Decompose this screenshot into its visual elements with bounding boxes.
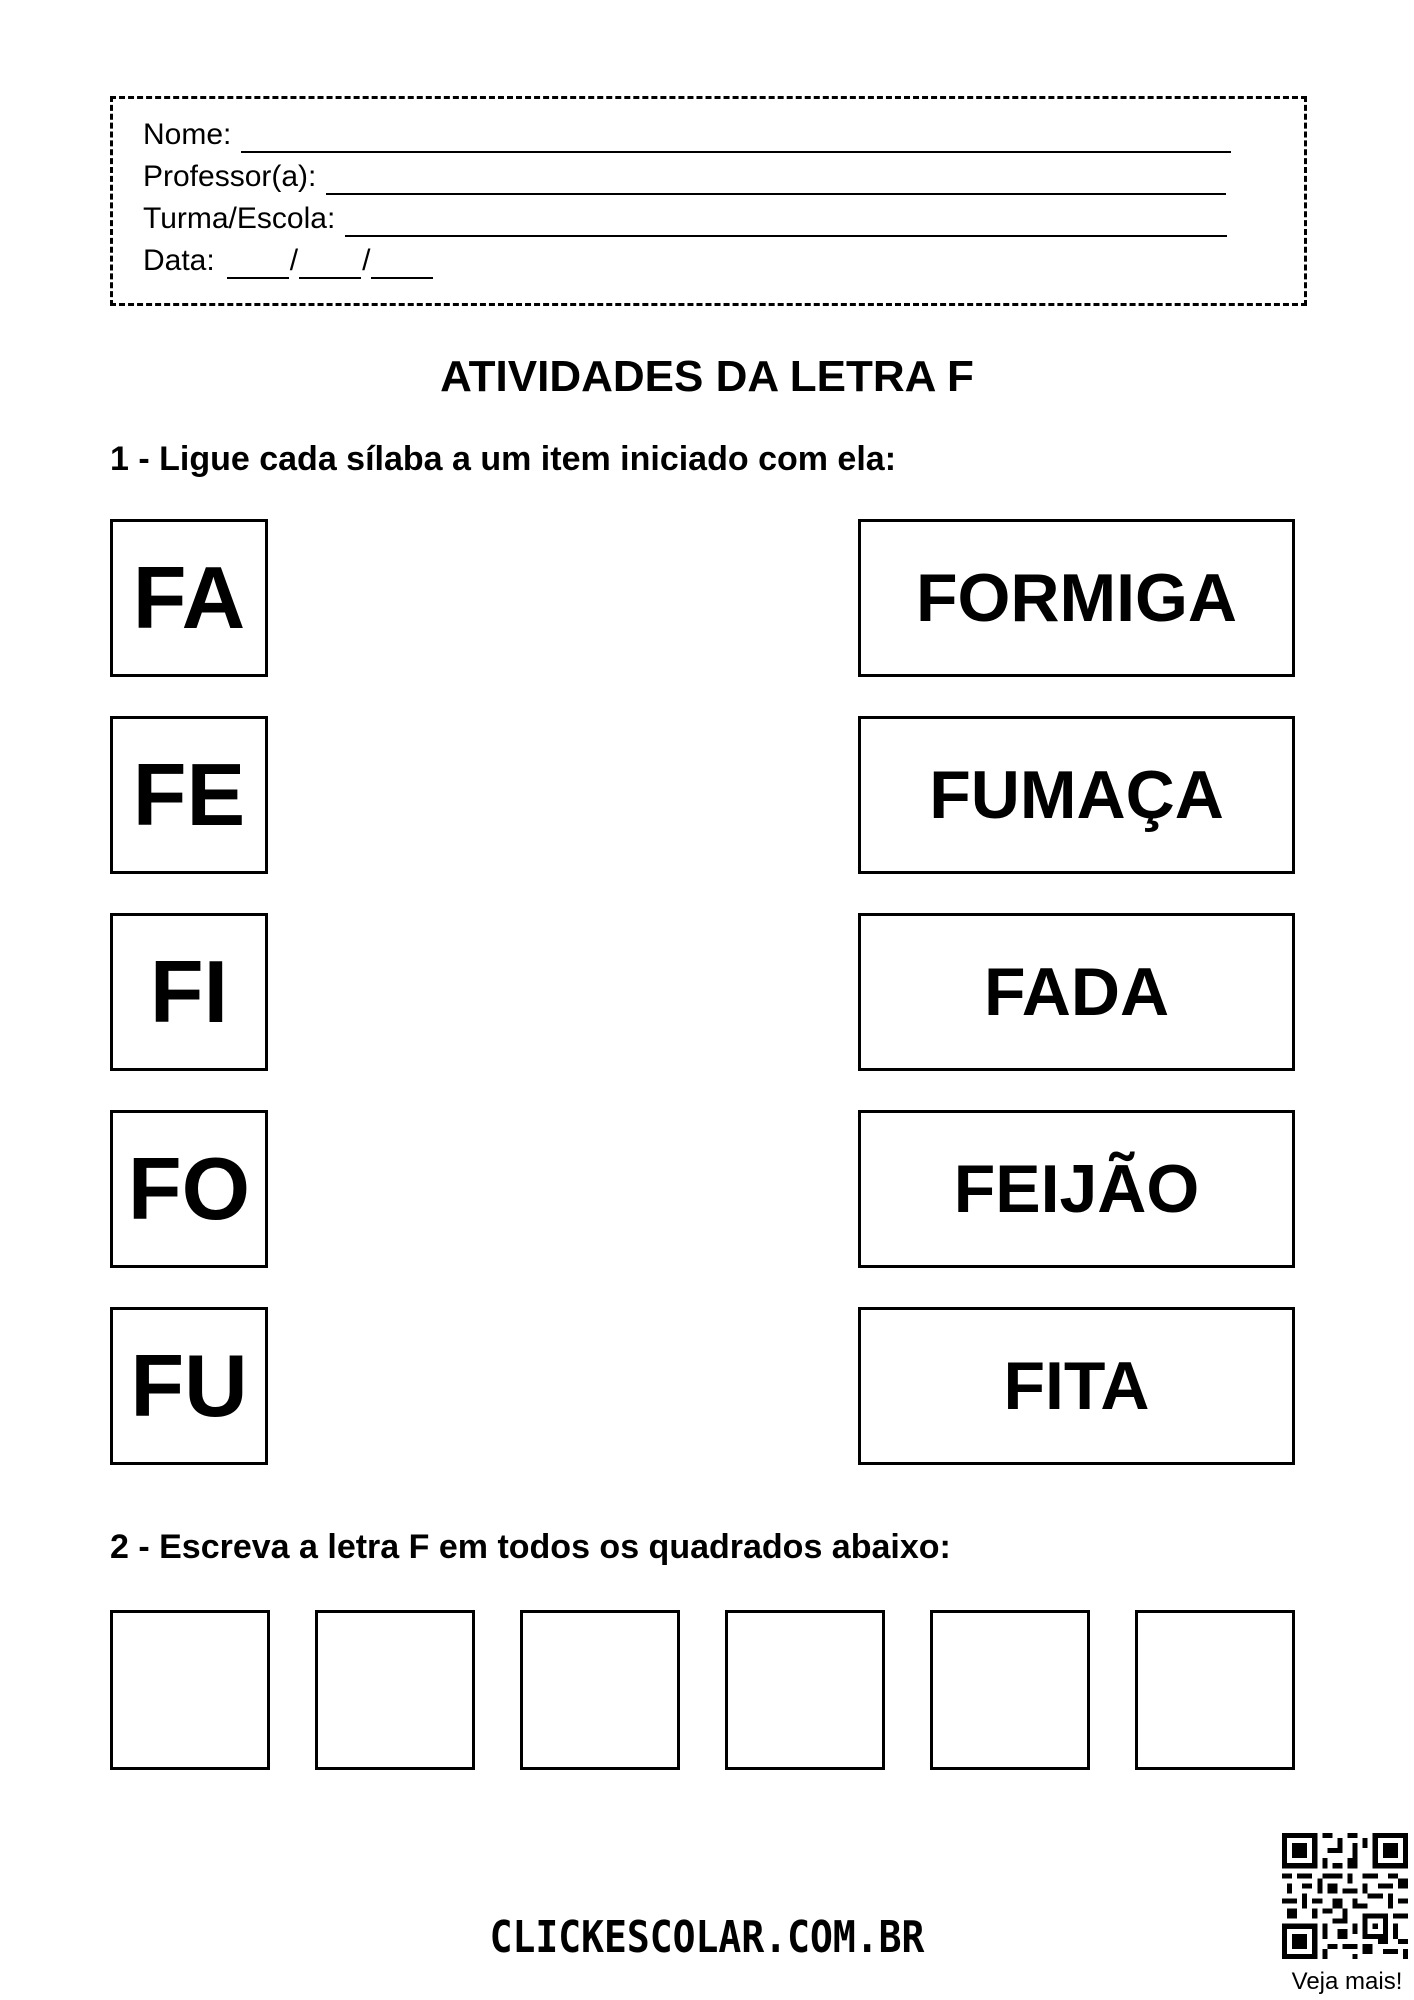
name-line[interactable] xyxy=(241,123,1231,153)
writing-box-1[interactable] xyxy=(110,1610,270,1770)
date-month-line[interactable] xyxy=(299,249,361,279)
word-box-formiga[interactable]: FORMIGA xyxy=(858,519,1295,677)
student-info-box xyxy=(110,96,1307,306)
class-line[interactable] xyxy=(345,207,1227,237)
syllable-box-fi[interactable]: FI xyxy=(110,913,268,1071)
date-year-line[interactable] xyxy=(371,249,433,279)
teacher-row xyxy=(143,159,1226,195)
class-row xyxy=(143,201,1227,237)
writing-box-2[interactable] xyxy=(315,1610,475,1770)
date-slash-1: / xyxy=(289,244,299,277)
word-box-fumaca[interactable]: FUMAÇA xyxy=(858,716,1295,874)
word-box-fada[interactable]: FADA xyxy=(858,913,1295,1071)
date-day-line[interactable] xyxy=(227,249,289,279)
question-2: 2 - Escreva a letra F em todos os quadrados abaixo: xyxy=(110,1528,951,1566)
writing-box-4[interactable] xyxy=(725,1610,885,1770)
date-row xyxy=(143,243,433,279)
page-title: ATIVIDADES DA LETRA F xyxy=(440,352,974,401)
name-row xyxy=(143,117,1231,153)
footer-site-url[interactable]: CLICKESCOLAR.COM.BR xyxy=(489,1911,925,1963)
writing-box-6[interactable] xyxy=(1135,1610,1295,1770)
qr-code-icon[interactable] xyxy=(1282,1833,1408,1959)
syllable-box-fo[interactable]: FO xyxy=(110,1110,268,1268)
writing-box-3[interactable] xyxy=(520,1610,680,1770)
word-box-feijao[interactable]: FEIJÃO xyxy=(858,1110,1295,1268)
question-1: 1 - Ligue cada sílaba a um item iniciado com ela: xyxy=(110,440,897,478)
date-slash-2: / xyxy=(362,244,371,277)
name-label: Nome: xyxy=(143,118,232,151)
syllable-box-fu[interactable]: FU xyxy=(110,1307,268,1465)
writing-box-5[interactable] xyxy=(930,1610,1090,1770)
date-label: Data: xyxy=(143,244,215,277)
syllable-box-fe[interactable]: FE xyxy=(110,716,268,874)
qr-caption: Veja mais! xyxy=(1291,1968,1403,1995)
teacher-label: Professor(a): xyxy=(143,160,317,193)
teacher-line[interactable] xyxy=(326,165,1226,195)
word-box-fita[interactable]: FITA xyxy=(858,1307,1295,1465)
syllable-box-fa[interactable]: FA xyxy=(110,519,268,677)
date-field xyxy=(227,243,434,279)
class-label: Turma/Escola: xyxy=(143,202,336,235)
